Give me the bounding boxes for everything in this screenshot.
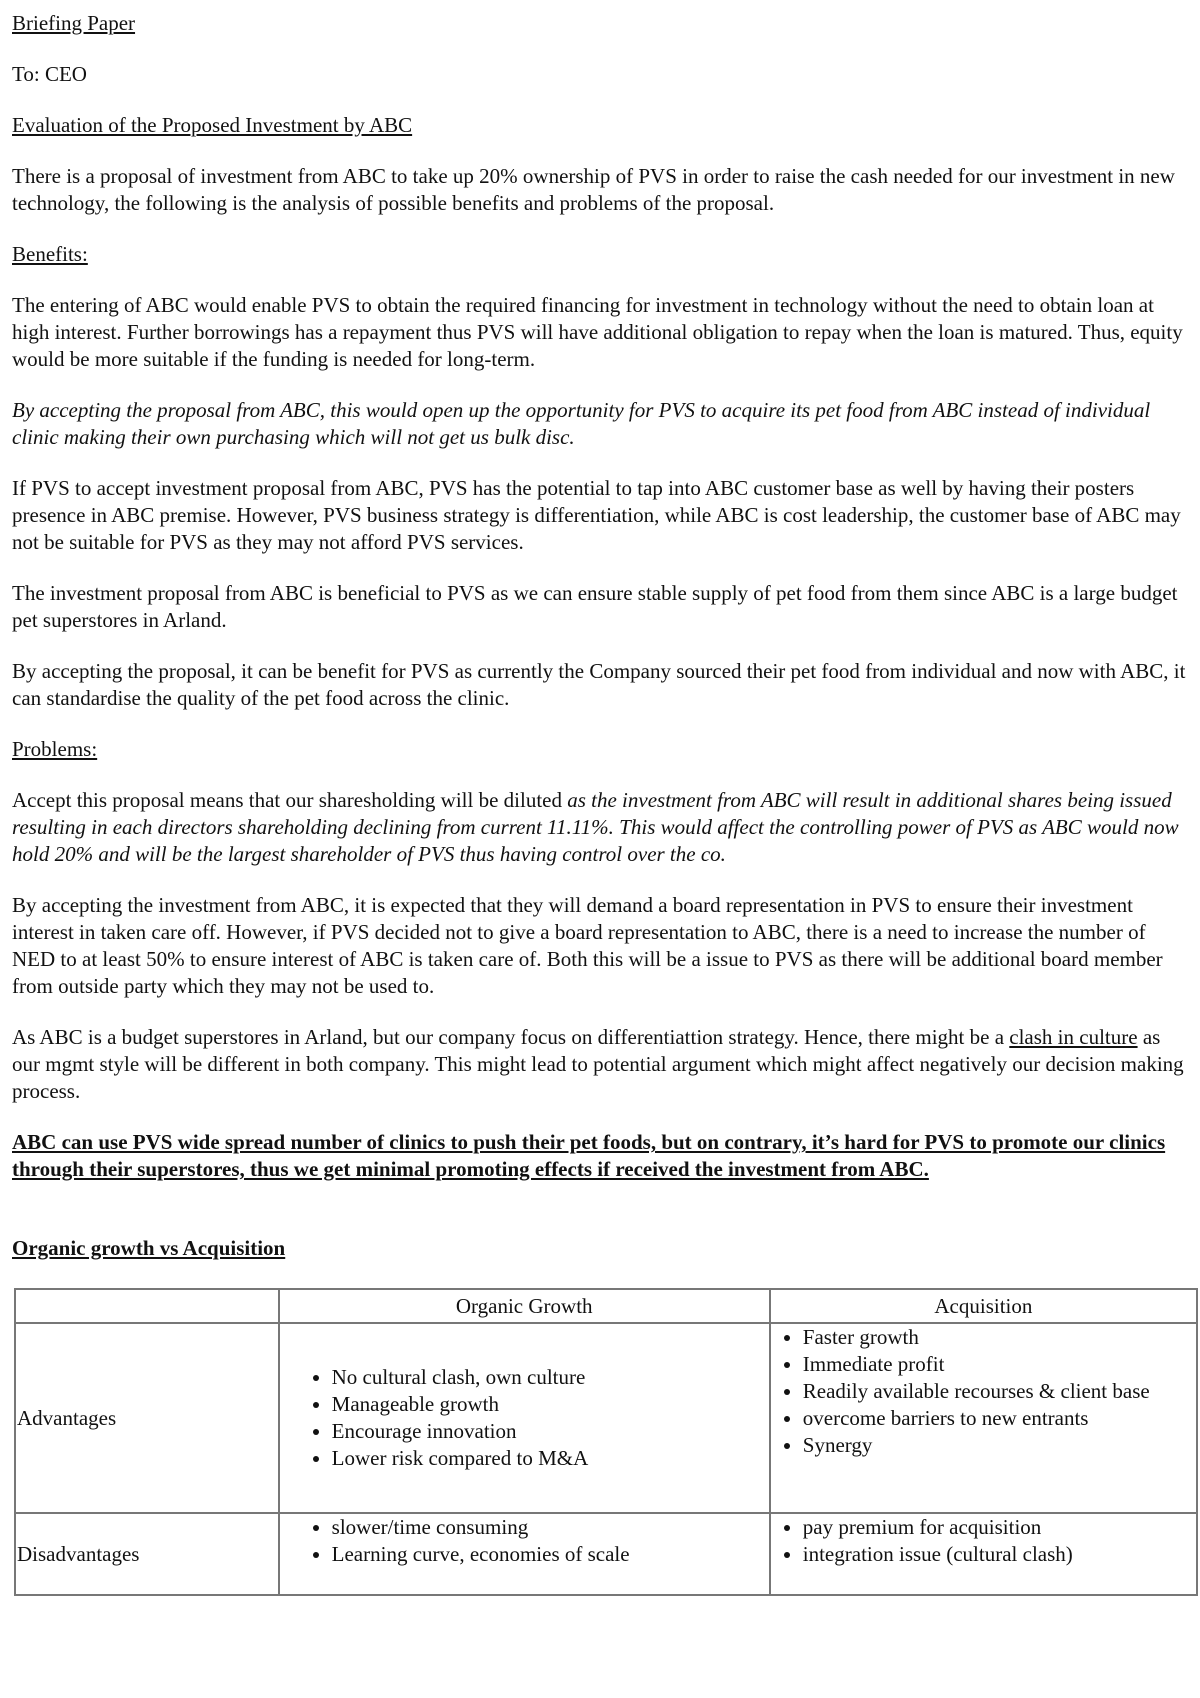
- disadvantages-acquisition-cell: [770, 1513, 1197, 1595]
- benefits-paragraph-2: By accepting the proposal from ABC, this would open up the opportunity for PVS to acquire its pet food from ABC instead of individual clinic making their own purchasing which will not get us bulk disc.: [12, 398, 1151, 449]
- list-item: • No cultural clash, own culture: [332, 1364, 769, 1391]
- disadvantages-acquisition-list: [771, 1514, 1196, 1568]
- comparison-heading: Organic growth vs Acquisition: [12, 1236, 286, 1260]
- problems-p3-part-b: as our mgmt style will be different in both company. This might lead to potential argument which might affect negatively our decision making process.: [12, 1025, 1184, 1103]
- table-row-advantages: [15, 1323, 1197, 1513]
- list-item: • Learning curve, economies of scale: [332, 1541, 769, 1568]
- benefits-paragraph-5: By accepting the proposal, it can be benefit for PVS as currently the Company sourced their pet food from individual and now with ABC, it can standardise the quality of the pet food across the clinic.: [12, 659, 1186, 710]
- list-item: • Lower risk compared to M&A: [332, 1445, 769, 1472]
- table-row-disadvantages: [15, 1513, 1197, 1595]
- advantages-acquisition-cell: [770, 1323, 1197, 1513]
- row-label-disadvantages: Disadvantages: [15, 1513, 279, 1595]
- problems-heading: Problems:: [12, 737, 98, 761]
- list-item: • slower/time consuming: [332, 1514, 769, 1541]
- problems-paragraph-2: By accepting the investment from ABC, it is expected that they will demand a board representation in PVS to ensure their investment interest in taken care off. However, if PVS decided not to give a board representation to ABC, there is a need to increase the number of NED to at least 50% to ensure interest of ABC is taken care of. Both this will be a issue to PVS as there will be additional board member from outside party which they may not be used to.: [12, 893, 1163, 998]
- list-item: • Faster growth: [803, 1324, 1196, 1351]
- document-page: [12, 10, 1192, 1596]
- list-item: • Immediate profit: [803, 1351, 1196, 1378]
- list-item: • Manageable growth: [332, 1391, 769, 1418]
- header-empty-cell: [15, 1289, 279, 1323]
- problems-paragraph-3: [12, 1024, 1192, 1105]
- advantages-organic-list: [280, 1364, 769, 1472]
- doc-type-heading: Briefing Paper: [12, 11, 136, 35]
- header-organic-growth: Organic Growth: [279, 1289, 770, 1323]
- benefits-heading: Benefits:: [12, 242, 88, 266]
- disadvantages-organic-list: [280, 1514, 769, 1568]
- row-label-advantages: Advantages: [15, 1323, 279, 1513]
- problems-p1-italic: as the investment from ABC will result in additional shares being issued resulting in each directors shareholding declining from current 11.11%. This would affect the controlling power of PVS as ABC would now hold 20% and will be the largest shareholder of PVS thus having control over the co.: [12, 788, 1179, 866]
- list-item: • Readily available recourses & client base: [803, 1378, 1196, 1405]
- problems-p3-underlined: clash in culture: [1009, 1025, 1138, 1049]
- advantages-organic-cell: [279, 1323, 770, 1513]
- recipient-line: To: CEO: [12, 62, 87, 86]
- problems-p3-part-a: As ABC is a budget superstores in Arland, but our company focus on differentiattion strategy. Hence, there might be a: [12, 1025, 1010, 1049]
- problems-p1-plain: Accept this proposal means that our sharesholding will be diluted: [12, 788, 568, 812]
- benefits-paragraph-3: If PVS to accept investment proposal from ABC, PVS has the potential to tap into ABC customer base as well by having their posters presence in ABC premise. However, PVS business strategy is differentiation, while ABC is cost leadership, the customer base of ABC may not be suitable for PVS as they may not afford PVS services.: [12, 476, 1181, 554]
- header-acquisition: Acquisition: [770, 1289, 1197, 1323]
- list-item: • integration issue (cultural clash): [803, 1541, 1196, 1568]
- advantages-acquisition-list: [771, 1324, 1196, 1459]
- benefits-paragraph-4: The investment proposal from ABC is beneficial to PVS as we can ensure stable supply of pet food from them since ABC is a large budget pet superstores in Arland.: [12, 581, 1178, 632]
- problems-paragraph-4: ABC can use PVS wide spread number of clinics to push their pet foods, but on contrary, it’s hard for PVS to promote our clinics through their superstores, thus we get minimal promoting effects if received the investment from ABC.: [12, 1130, 1166, 1181]
- disadvantages-organic-cell: [279, 1513, 770, 1595]
- intro-paragraph: There is a proposal of investment from ABC to take up 20% ownership of PVS in order to raise the cash needed for our investment in new technology, the following is the analysis of possible benefits and problems of the proposal.: [12, 164, 1175, 215]
- list-item: • Encourage innovation: [332, 1418, 769, 1445]
- list-item: • Synergy: [803, 1432, 1196, 1459]
- subject-heading: Evaluation of the Proposed Investment by ABC: [12, 113, 413, 137]
- table-header-row: [15, 1289, 1197, 1323]
- benefits-paragraph-1: The entering of ABC would enable PVS to obtain the required financing for investment in technology without the need to obtain loan at high interest. Further borrowings has a repayment thus PVS will have additional obligation to repay when the loan is matured. Thus, equity would be more suitable if the funding is needed for long-term.: [12, 293, 1183, 371]
- list-item: • overcome barriers to new entrants: [803, 1405, 1196, 1432]
- problems-paragraph-1: [12, 787, 1192, 868]
- comparison-table: [14, 1288, 1198, 1596]
- list-item: • pay premium for acquisition: [803, 1514, 1196, 1541]
